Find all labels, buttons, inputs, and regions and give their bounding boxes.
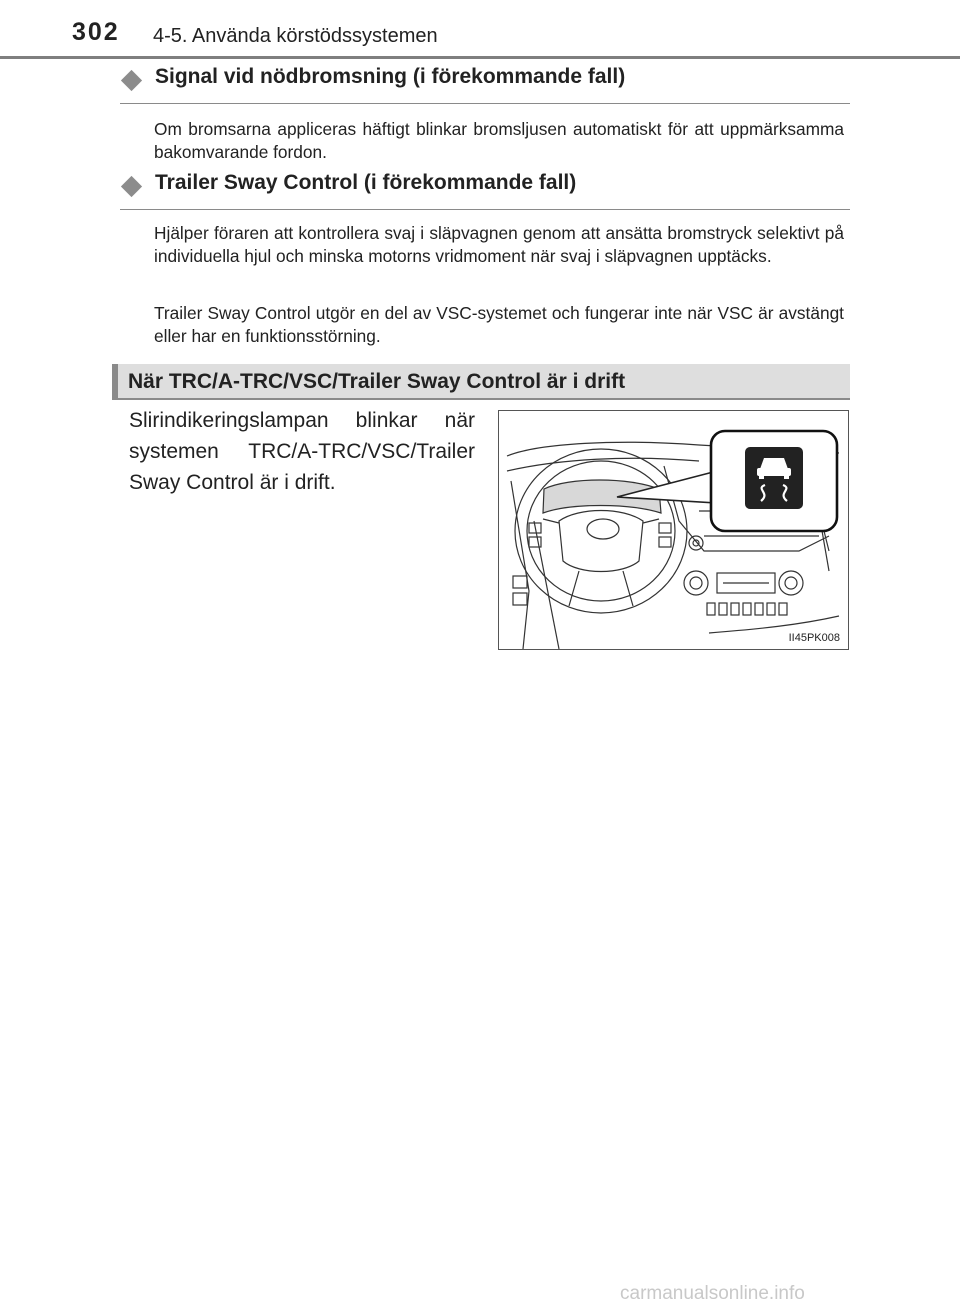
section-banner: [112, 364, 850, 400]
banner-bar: [112, 364, 118, 398]
body-text: Slirindikeringslampan blinkar när systemen TRC/A-TRC/VSC/Trailer Sway Control är i drift.: [129, 409, 475, 494]
section-heading-emergency-brake-signal: [120, 65, 850, 104]
slip-indicator-callout: [711, 431, 837, 531]
header-rule: [0, 56, 960, 59]
watermark: carmanualsonline.info: [620, 1283, 805, 1304]
section-title: Signal vid nödbromsning (i förekommande fall): [155, 65, 626, 88]
figure-code: II45PK008: [788, 632, 840, 644]
diamond-bullet-icon: [121, 176, 142, 197]
diamond-bullet-icon: [121, 70, 142, 91]
chapter-title: 4-5. Använda körstödssystemen: [153, 25, 438, 47]
paragraph: Trailer Sway Control utgör en del av VSC-systemet och fungerar inte när VSC är avstängt eller har en funktionsstörning.: [154, 303, 844, 346]
page-number: 302: [72, 18, 120, 46]
steering-wheel: [515, 449, 687, 613]
section-title: Trailer Sway Control (i förekommande fall): [155, 171, 577, 194]
banner-title: När TRC/A-TRC/VSC/Trailer Sway Control är i drift: [128, 370, 626, 393]
dashboard-illustration: [498, 410, 849, 650]
section-heading-trailer-sway-control: [120, 171, 850, 210]
paragraph: Hjälper föraren att kontrollera svaj i släpvagnen genom att ansätta bromstryck selektivt på individuella hjul och minska motorns vridmoment när svaj i släpvagnen upptäcks.: [154, 223, 844, 266]
paragraph: Om bromsarna appliceras häftigt blinkar bromsljusen automatiskt för att uppmärksamma bakomvarande fordon.: [154, 119, 844, 162]
